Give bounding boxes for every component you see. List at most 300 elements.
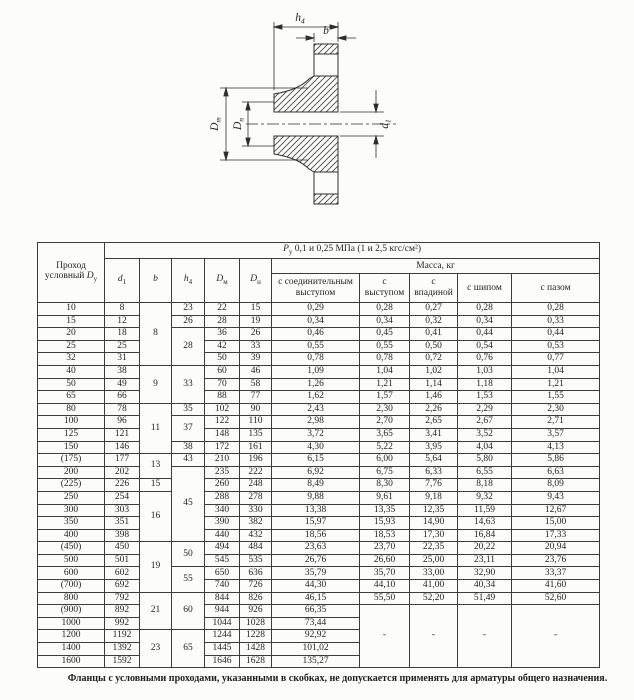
table-cell: 1,26 — [272, 378, 360, 391]
table-cell: 636 — [240, 567, 272, 580]
table-cell: 28 — [205, 315, 240, 328]
col-header-mass-groove: с пазом — [512, 274, 600, 303]
table-cell: 51,49 — [458, 592, 512, 605]
table-cell: 1400 — [38, 643, 105, 656]
table-row — [38, 416, 600, 429]
table-cell: 1592 — [105, 655, 140, 668]
table-cell: 1044 — [205, 617, 240, 630]
table-row — [38, 567, 600, 580]
table-cell: 35,79 — [272, 567, 360, 580]
table-cell: 1028 — [240, 617, 272, 630]
table-cell: 13,35 — [360, 504, 410, 517]
col-header-pressure: $P_у$ 0,1 и 0,25 МПа (1 и 2,5 кгс/см²) — [105, 243, 600, 259]
table-cell: 2,26 — [410, 403, 458, 416]
table-cell: 926 — [240, 605, 272, 618]
table-cell: 100 — [38, 416, 105, 429]
table-cell: 15,00 — [512, 517, 600, 530]
table-row — [38, 454, 600, 467]
table-cell: 161 — [240, 441, 272, 454]
table-cell: 28 — [172, 328, 205, 366]
table-cell: 0,76 — [458, 353, 512, 366]
table-cell: - — [410, 605, 458, 668]
table-body — [38, 303, 600, 668]
table-cell: 18,56 — [272, 529, 360, 542]
table-cell: 0,78 — [272, 353, 360, 366]
table-cell: 39 — [240, 353, 272, 366]
table-cell: 1646 — [205, 655, 240, 668]
table-cell: 0,77 — [512, 353, 600, 366]
table-cell: 1,02 — [410, 365, 458, 378]
table-cell: 0,29 — [272, 303, 360, 316]
table-wrap — [0, 240, 634, 684]
table-cell: 25 — [38, 340, 105, 353]
table-cell: 278 — [240, 491, 272, 504]
table-cell: 0,50 — [410, 340, 458, 353]
table-cell: 8,18 — [458, 479, 512, 492]
table-cell: 8,49 — [272, 479, 360, 492]
table-cell: 2,43 — [272, 403, 360, 416]
table-cell: 1,46 — [410, 391, 458, 404]
table-cell: 0,28 — [458, 303, 512, 316]
table-cell: 0,28 — [512, 303, 600, 316]
col-header-dn: $D_н$ — [240, 259, 272, 303]
table-cell: 88 — [205, 391, 240, 404]
table-cell: 42 — [205, 340, 240, 353]
table-cell: 78 — [105, 403, 140, 416]
table-cell: 26 — [240, 328, 272, 341]
table-cell: 18 — [105, 328, 140, 341]
table-cell: 740 — [205, 580, 240, 593]
table-row — [38, 479, 600, 492]
table-cell: (700) — [38, 580, 105, 593]
col-header-mass-connecting: с соединительным выступом — [272, 274, 360, 303]
table-cell: - — [360, 605, 410, 668]
table-cell: 0,54 — [458, 340, 512, 353]
table-cell: 844 — [205, 592, 240, 605]
table-cell: 58 — [240, 378, 272, 391]
table-cell: 3,95 — [410, 441, 458, 454]
table-cell: 11,59 — [458, 504, 512, 517]
table-cell: 80 — [38, 403, 105, 416]
dim-label-b: b — [323, 25, 329, 37]
table-cell: 6,00 — [360, 454, 410, 467]
table-cell: 400 — [38, 529, 105, 542]
table-cell: 20,22 — [458, 542, 512, 555]
table-cell: 210 — [205, 454, 240, 467]
table-cell: 600 — [38, 567, 105, 580]
table-cell: 726 — [240, 580, 272, 593]
table-cell: 692 — [105, 580, 140, 593]
table-cell: 40,34 — [458, 580, 512, 593]
table-cell: 484 — [240, 542, 272, 555]
table-cell: 14,90 — [410, 517, 458, 530]
table-cell: 15 — [140, 479, 172, 492]
table-cell: 944 — [205, 605, 240, 618]
table-cell: 0,72 — [410, 353, 458, 366]
table-cell: 1600 — [38, 655, 105, 668]
table-cell: 13 — [140, 454, 172, 479]
flange-section — [246, 44, 396, 204]
table-cell: 1428 — [240, 643, 272, 656]
table-row — [38, 391, 600, 404]
table-cell: 35,70 — [360, 567, 410, 580]
table-row — [38, 428, 600, 441]
table-cell: 200 — [38, 466, 105, 479]
table-cell: 50 — [172, 542, 205, 567]
table-cell: 96 — [105, 416, 140, 429]
table-cell: 0,41 — [410, 328, 458, 341]
table-cell: 172 — [205, 441, 240, 454]
table-cell: 300 — [38, 504, 105, 517]
table-cell: 3,41 — [410, 428, 458, 441]
table-cell: 40 — [38, 365, 105, 378]
flange-dimensions-table — [37, 242, 600, 668]
table-cell: 4,04 — [458, 441, 512, 454]
table-cell: 0,46 — [272, 328, 360, 341]
table-cell: 1,55 — [512, 391, 600, 404]
table-cell: 2,29 — [458, 403, 512, 416]
table-cell: 101,02 — [272, 643, 360, 656]
table-cell: 5,64 — [410, 454, 458, 467]
table-cell: 52,20 — [410, 592, 458, 605]
table-row — [38, 605, 600, 618]
table-cell: 235 — [205, 466, 240, 479]
table-cell: 0,55 — [360, 340, 410, 353]
table-cell: 0,27 — [410, 303, 458, 316]
table-cell: 4,13 — [512, 441, 600, 454]
table-cell: (225) — [38, 479, 105, 492]
table-cell: 55,50 — [360, 592, 410, 605]
table-cell: 19 — [140, 542, 172, 592]
table-cell: 340 — [205, 504, 240, 517]
flange-drawing — [196, 2, 428, 238]
table-cell: 41,60 — [512, 580, 600, 593]
table-cell: 15,93 — [360, 517, 410, 530]
table-cell: 2,30 — [360, 403, 410, 416]
table-cell: 41,00 — [410, 580, 458, 593]
table-cell: 52,60 — [512, 592, 600, 605]
table-cell: 38 — [105, 365, 140, 378]
table-cell: 602 — [105, 567, 140, 580]
table-cell: 146 — [105, 441, 140, 454]
table-cell: 44,30 — [272, 580, 360, 593]
table-cell: 1,14 — [410, 378, 458, 391]
table-cell: 26,60 — [360, 554, 410, 567]
table-cell: 37 — [172, 416, 205, 441]
table-cell: 826 — [240, 592, 272, 605]
table-cell: 1228 — [240, 630, 272, 643]
table-cell: 20 — [38, 328, 105, 341]
table-cell: 23 — [172, 303, 205, 316]
table-cell: 1,53 — [458, 391, 512, 404]
table-cell: 5,86 — [512, 454, 600, 467]
table-row — [38, 353, 600, 366]
table-cell: 70 — [205, 378, 240, 391]
table-cell: 6,55 — [458, 466, 512, 479]
table-cell: 2,30 — [512, 403, 600, 416]
table-cell: 23,70 — [360, 542, 410, 555]
table-cell: 1,04 — [512, 365, 600, 378]
table-cell: 23,63 — [272, 542, 360, 555]
table-cell: 196 — [240, 454, 272, 467]
table-cell: 32 — [38, 353, 105, 366]
table-cell: 222 — [240, 466, 272, 479]
table-cell: 23,11 — [458, 554, 512, 567]
table-cell: 35 — [172, 403, 205, 416]
table-cell: 12,35 — [410, 504, 458, 517]
table-cell: 1000 — [38, 617, 105, 630]
table-cell: 350 — [38, 517, 105, 530]
table-cell: 26,76 — [272, 554, 360, 567]
col-header-d1: $d_1$ — [105, 259, 140, 303]
table-cell: 14,63 — [458, 517, 512, 530]
table-cell: 226 — [105, 479, 140, 492]
table-cell: 60 — [205, 365, 240, 378]
table-cell: 110 — [240, 416, 272, 429]
footnote: Фланцы с условными проходами, указанными в скобках, не допускается применять для арматуры общего назначения. — [67, 673, 608, 685]
table-cell: 3,57 — [512, 428, 600, 441]
table-cell: 50 — [38, 378, 105, 391]
table-cell: - — [458, 605, 512, 668]
table-cell: 0,34 — [458, 315, 512, 328]
table-cell: 177 — [105, 454, 140, 467]
table-cell: 6,92 — [272, 466, 360, 479]
table-cell: 13,38 — [272, 504, 360, 517]
dim-label-dn: $D_n$ — [232, 117, 246, 131]
col-header-mass-protrusion: с выступом — [360, 274, 410, 303]
table-cell: 15 — [240, 303, 272, 316]
table-cell: 102 — [205, 403, 240, 416]
table-cell: 16,84 — [458, 529, 512, 542]
table-cell: 125 — [38, 428, 105, 441]
table-row — [38, 340, 600, 353]
table-row — [38, 365, 600, 378]
table-cell: 494 — [205, 542, 240, 555]
table-cell: 92,92 — [272, 630, 360, 643]
table-cell: 9,18 — [410, 491, 458, 504]
col-header-mass-recess: с впадиной — [410, 274, 458, 303]
table-cell: 545 — [205, 554, 240, 567]
table-cell: 33 — [172, 365, 205, 403]
table-cell: 25 — [105, 340, 140, 353]
table-cell: 351 — [105, 517, 140, 530]
table-cell: 303 — [105, 504, 140, 517]
table-cell: 12 — [105, 315, 140, 328]
table-row — [38, 580, 600, 593]
table-cell: 8 — [140, 303, 172, 366]
table-row — [38, 542, 600, 555]
table-cell: 0,44 — [512, 328, 600, 341]
table-cell: 1,03 — [458, 365, 512, 378]
table-row — [38, 592, 600, 605]
table-cell: 1,04 — [360, 365, 410, 378]
dim-label-d1: $d_1$ — [379, 119, 393, 129]
col-header-pass: Проход условный $D_у$ — [38, 243, 105, 303]
table-cell: 50 — [205, 353, 240, 366]
table-cell: 6,63 — [512, 466, 600, 479]
table-cell: 46 — [240, 365, 272, 378]
table-cell: 792 — [105, 592, 140, 605]
table-cell: 4,30 — [272, 441, 360, 454]
table-cell: 8,30 — [360, 479, 410, 492]
table-cell: 2,65 — [410, 416, 458, 429]
table-cell: 0,44 — [458, 328, 512, 341]
table-cell: 2,67 — [458, 416, 512, 429]
table-cell: 17,30 — [410, 529, 458, 542]
table-cell: 19 — [240, 315, 272, 328]
table-row — [38, 378, 600, 391]
table-cell: 90 — [240, 403, 272, 416]
table-cell: 432 — [240, 529, 272, 542]
table-cell: 0,28 — [360, 303, 410, 316]
table-cell: 9,88 — [272, 491, 360, 504]
table-cell: 250 — [38, 491, 105, 504]
table-cell: 36 — [205, 328, 240, 341]
table-cell: 1,21 — [360, 378, 410, 391]
table-cell: 18,53 — [360, 529, 410, 542]
table-cell: 382 — [240, 517, 272, 530]
table-cell: 122 — [205, 416, 240, 429]
table-cell: 0,34 — [272, 315, 360, 328]
table-cell: 31 — [105, 353, 140, 366]
table-cell: 535 — [240, 554, 272, 567]
table-cell: 248 — [240, 479, 272, 492]
table-cell: 22,35 — [410, 542, 458, 555]
table-cell: 650 — [205, 567, 240, 580]
table-cell: 1,57 — [360, 391, 410, 404]
table-cell: 22 — [205, 303, 240, 316]
table-cell: 33,00 — [410, 567, 458, 580]
table-cell: 2,70 — [360, 416, 410, 429]
table-row — [38, 466, 600, 479]
table-cell: 33 — [240, 340, 272, 353]
table-cell: 330 — [240, 504, 272, 517]
table-row — [38, 554, 600, 567]
table-cell: 44,10 — [360, 580, 410, 593]
table-cell: 15,97 — [272, 517, 360, 530]
table-cell: 45 — [172, 466, 205, 542]
table-cell: 55 — [172, 567, 205, 592]
table-cell: 1,18 — [458, 378, 512, 391]
table-cell: 6,33 — [410, 466, 458, 479]
table-cell: 0,32 — [410, 315, 458, 328]
table-cell: (900) — [38, 605, 105, 618]
table-cell: 892 — [105, 605, 140, 618]
table-cell: 73,44 — [272, 617, 360, 630]
col-header-b: b — [140, 259, 172, 303]
table-cell: 1,21 — [512, 378, 600, 391]
table-cell: 3,65 — [360, 428, 410, 441]
table-cell: 38 — [172, 441, 205, 454]
table-cell: 150 — [38, 441, 105, 454]
table-cell: 1192 — [105, 630, 140, 643]
table-cell: 20,94 — [512, 542, 600, 555]
table-cell: 6,15 — [272, 454, 360, 467]
table-cell: 66,35 — [272, 605, 360, 618]
table-cell: 7,76 — [410, 479, 458, 492]
table-cell: 2,98 — [272, 416, 360, 429]
table-cell: 32,90 — [458, 567, 512, 580]
table-cell: 992 — [105, 617, 140, 630]
table-cell: 6,75 — [360, 466, 410, 479]
table-row — [38, 403, 600, 416]
table-cell: 1392 — [105, 643, 140, 656]
table-cell: 8,09 — [512, 479, 600, 492]
table-cell: - — [512, 605, 600, 668]
table-cell: 49 — [105, 378, 140, 391]
table-cell: 15 — [38, 315, 105, 328]
table-cell: 440 — [205, 529, 240, 542]
table-cell: 17,33 — [512, 529, 600, 542]
table-cell: 65 — [172, 630, 205, 668]
table-cell: 10 — [38, 303, 105, 316]
table-cell: 43 — [172, 454, 205, 467]
table-cell: 23 — [140, 630, 172, 668]
dim-label-dm: $D_m$ — [209, 117, 223, 131]
table-cell: 254 — [105, 491, 140, 504]
table-row — [38, 504, 600, 517]
table-cell: 33,37 — [512, 567, 600, 580]
flange-drawing-area — [0, 0, 634, 240]
table-cell: 21 — [140, 592, 172, 630]
table-row — [38, 529, 600, 542]
table-cell: 260 — [205, 479, 240, 492]
col-header-mass: Масса, кг — [272, 259, 600, 274]
table-cell: 202 — [105, 466, 140, 479]
table-cell: 9,32 — [458, 491, 512, 504]
table-cell: 450 — [105, 542, 140, 555]
table-cell: 135 — [240, 428, 272, 441]
table-cell: 9 — [140, 365, 172, 403]
table-cell: 11 — [140, 403, 172, 453]
table-cell: 23,76 — [512, 554, 600, 567]
dim-label-h4: $h_4$ — [295, 12, 305, 26]
table-cell: 288 — [205, 491, 240, 504]
table-cell: 0,45 — [360, 328, 410, 341]
table-cell: 2,71 — [512, 416, 600, 429]
col-header-h4: $h_4$ — [172, 259, 205, 303]
table-cell: 46,15 — [272, 592, 360, 605]
table-cell: 390 — [205, 517, 240, 530]
table-cell: 0,78 — [360, 353, 410, 366]
table-cell: 9,43 — [512, 491, 600, 504]
table-cell: 1445 — [205, 643, 240, 656]
table-cell: 148 — [205, 428, 240, 441]
table-cell: 5,22 — [360, 441, 410, 454]
table-cell: 3,52 — [458, 428, 512, 441]
table-cell: 1244 — [205, 630, 240, 643]
table-cell: 800 — [38, 592, 105, 605]
table-cell: 135,27 — [272, 655, 360, 668]
col-header-mass-tenon: с шипом — [458, 274, 512, 303]
table-cell: 1628 — [240, 655, 272, 668]
table-cell: 0,34 — [360, 315, 410, 328]
col-header-dm: $D_м$ — [205, 259, 240, 303]
table-row — [38, 328, 600, 341]
table-cell: 0,33 — [512, 315, 600, 328]
table-cell: (450) — [38, 542, 105, 555]
table-cell: 8 — [105, 303, 140, 316]
table-cell: 12,67 — [512, 504, 600, 517]
table-row — [38, 303, 600, 316]
table-cell: 25,00 — [410, 554, 458, 567]
table-cell: 121 — [105, 428, 140, 441]
table-row — [38, 315, 600, 328]
table-cell: 9,61 — [360, 491, 410, 504]
table-row — [38, 517, 600, 530]
table-cell: 0,53 — [512, 340, 600, 353]
table-cell: 1200 — [38, 630, 105, 643]
